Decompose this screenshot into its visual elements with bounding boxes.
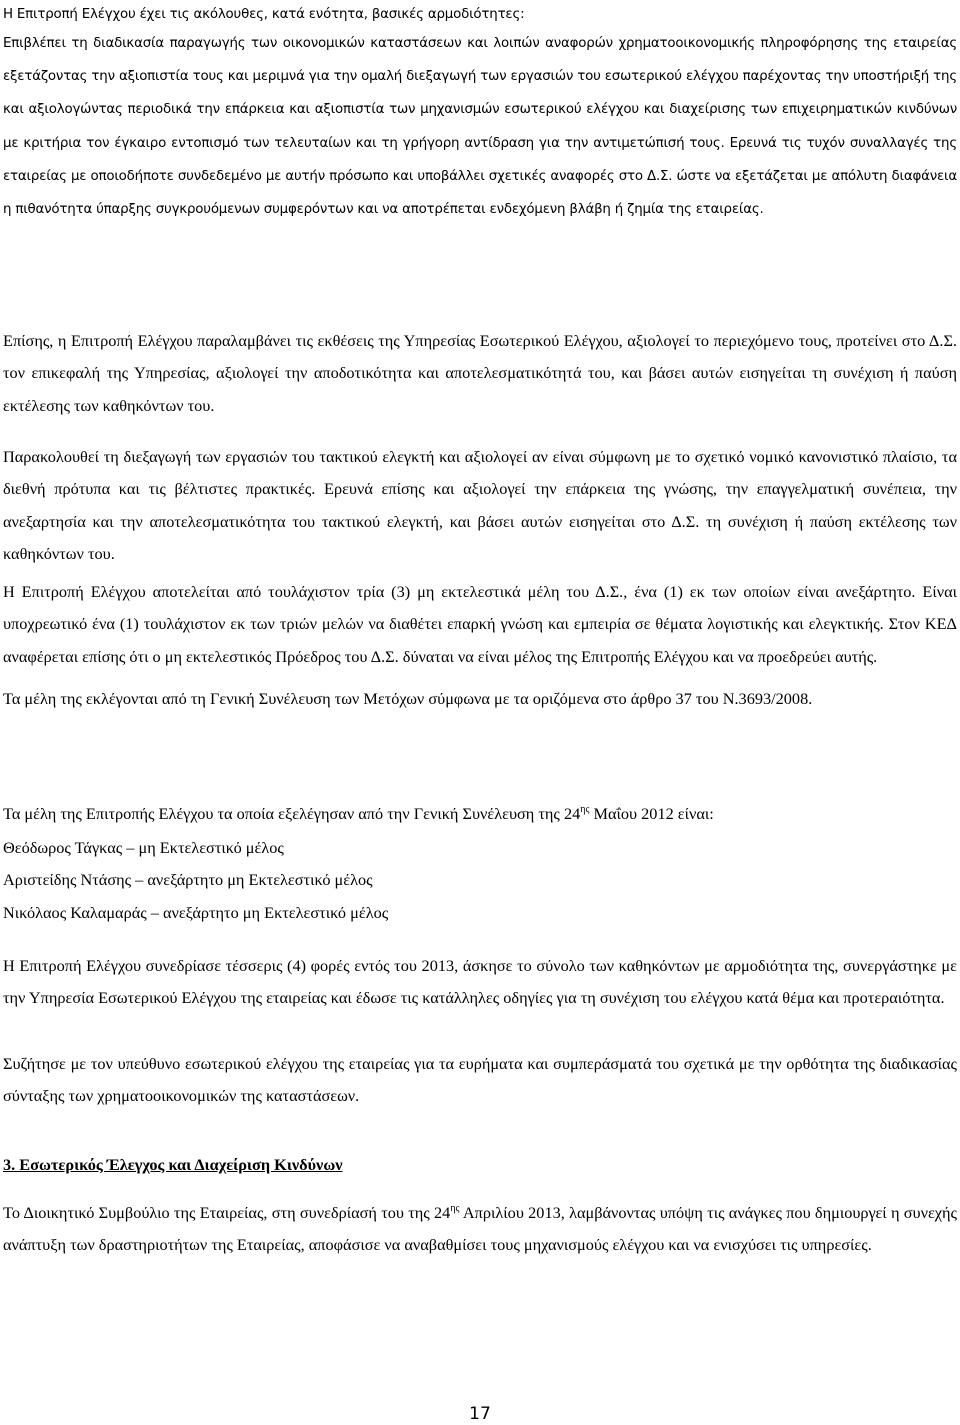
discussion-paragraph: Συζήτησε με τον υπεύθυνο εσωτερικού ελέγχου της εταιρείας για τα ευρήματα και συμπεράσματά του σχετικά με την ορθότητα της διαδικασίας σύνταξης των χρηματοοικονομικών της καταστάσεων.: [3, 1054, 957, 1106]
members-intro-paragraph: Τα μέλη της Επιτροπής Ελέγχου τα οποία εξελέγησαν από την Γενική Συνέλευση της $24^{\eta\varsigma}$ Μαΐου 2012 είναι:: [3, 804, 714, 823]
internal-audit-reports-paragraph: Επίσης, η Επιτροπή Ελέγχου παραλαμβάνει τις εκθέσεις της Υπηρεσίας Εσωτερικού Ελέγχου, αξιολογεί το περιεχόμενο τους, προτείνει στο Δ.Σ. τον επικεφαλή της Υπηρεσίας, αξιολογεί την αποδοτικότητα και αποτελεσματικότητά του, και βάσει αυτών εισηγείται τη συνέχιση ή παύση εκτέλεσης των καθηκόντων του.: [3, 331, 957, 415]
meetings-paragraph: Η Επιτροπή Ελέγχου συνεδρίασε τέσσερις (4) φορές εντός του 2013, άσκησε το σύνολο των καθηκόντων με αρμοδιότητα της, συνεργάστηκε με την Υπηρεσία Εσωτερικού Ελέγχου της εταιρείας και έδωσε τις κατάλληλες οδηγίες για τη συνέχιση του ελέγχου κατά θέμα και προτεραιότητα.: [3, 956, 957, 1008]
statutory-auditor-paragraph: Παρακολουθεί τη διεξαγωγή των εργασιών του τακτικού ελεγκτή και αξιολογεί αν είναι σύμφωνη με το σχετικό νομικό κανονιστικό πλαίσιο, τα διεθνή πρότυπα και τις βέλτιστες πρακτικές. Ερευνά επίσης και αξιολογεί την επάρκεια της γνώσης, την επαγγελματική συνέπεια, την ανεξαρτησία και την αποτελεσματικότητα του τακτικού ελεγκτή, και βάσει αυτών εισηγείται στο Δ.Σ. τη συνέχιση ή παύση εκτέλεσης των καθηκόντων του.: [3, 447, 957, 563]
committee-members-list: [3, 832, 957, 929]
committee-member: Αριστείδης Ντάσης – ανεξάρτητο μη Εκτελεστικό μέλος: [3, 870, 373, 890]
committee-member: Νικόλαος Καλαμαράς – ανεξάρτητο μη Εκτελεστικό μέλος: [3, 902, 389, 922]
section-heading: 3. Εσωτερικός Έλεγχος και Διαχείριση Κινδύνων: [3, 1155, 343, 1174]
intro-paragraph: Η Επιτροπή Ελέγχου έχει τις ακόλουθες, κατά ενότητα, βασικές αρμοδιότητες:: [3, 7, 525, 22]
election-paragraph: Τα μέλη της εκλέγονται από τη Γενική Συνέλευση των Μετόχων σύμφωνα με τα οριζόμενα στο άρθρο 37 του Ν.3693/2008.: [3, 689, 813, 708]
page-number: 17: [469, 1404, 491, 1424]
board-decision-paragraph: Το Διοικητικό Συμβούλιο της Εταιρείας, στη συνεδρίασή του της $24^{\eta\varsigma}$ Απριλίου 2013, λαμβάνοντας υπόψη τις ανάγκες που δημιουργεί η συνεχής ανάπτυξη των δραστηριοτήτων της Εταιρείας, αποφάσισε να αναβαθμίσει τους μηχανισμούς ελέγχου και να ενισχύσει τις υπηρεσίες.: [3, 1203, 957, 1255]
committee-member: Θεόδωρος Τάγκας – μη Εκτελεστικό μέλος: [3, 838, 284, 857]
committee-composition-paragraph: Η Επιτροπή Ελέγχου αποτελείται από τουλάχιστον τρία (3) μη εκτελεστικά μέλη του Δ.Σ., ένα (1) εκ των οποίων είναι ανεξάρτητο. Είναι υποχρεωτικό ένα (1) τουλάχιστον εκ των τριών μελών να διαθέτει επαρκή γνώση και εμπειρία σε θέματα λογιστικής και ελεγκτικής. Στον ΚΕΔ αναφέρεται επίσης ότι ο μη εκτελεστικός Πρόεδρος του Δ.Σ. δύναται να είναι μέλος της Επιτροπής Ελέγχου και να προεδρεύει αυτής.: [3, 582, 957, 666]
responsibilities-paragraph: Επιβλέπει τη διαδικασία παραγωγής των οικονομικών καταστάσεων και λοιπών αναφορών χρηματοοικονομικής πληροφόρησης της εταιρείας εξετάζοντας την αξιοπιστία τους και μεριμνά για την ομαλή διεξαγωγή των εργασιών του εσωτερικού ελέγχου παρέχοντας την υποστήριξή της και αξιολογώντας περιοδικά την επάρκεια και αξιοπιστία των μηχανισμών εσωτερικού ελέγχου και διαχείρισης των επιχειρηματικών κινδύνων με κριτήρια τον έγκαιρο εντοπισμό των τελευταίων και τη γρήγορη αντίδραση για την αντιμετώπισή τους. Ερευνά τις τυχόν συναλλαγές της εταιρείας με οποιοδήποτε συνδεδεμένο με αυτήν πρόσωπο και υποβάλλει σχετικές αναφορές στο Δ.Σ. ώστε να εξετάζεται με απόλυτη διαφάνεια η πιθανότητα ύπαρξης συγκρουόμενων συμφερόντων και να αποτρέπεται ενδεχόμενη βλάβη ή ζημία της εταιρείας.: [3, 36, 957, 218]
